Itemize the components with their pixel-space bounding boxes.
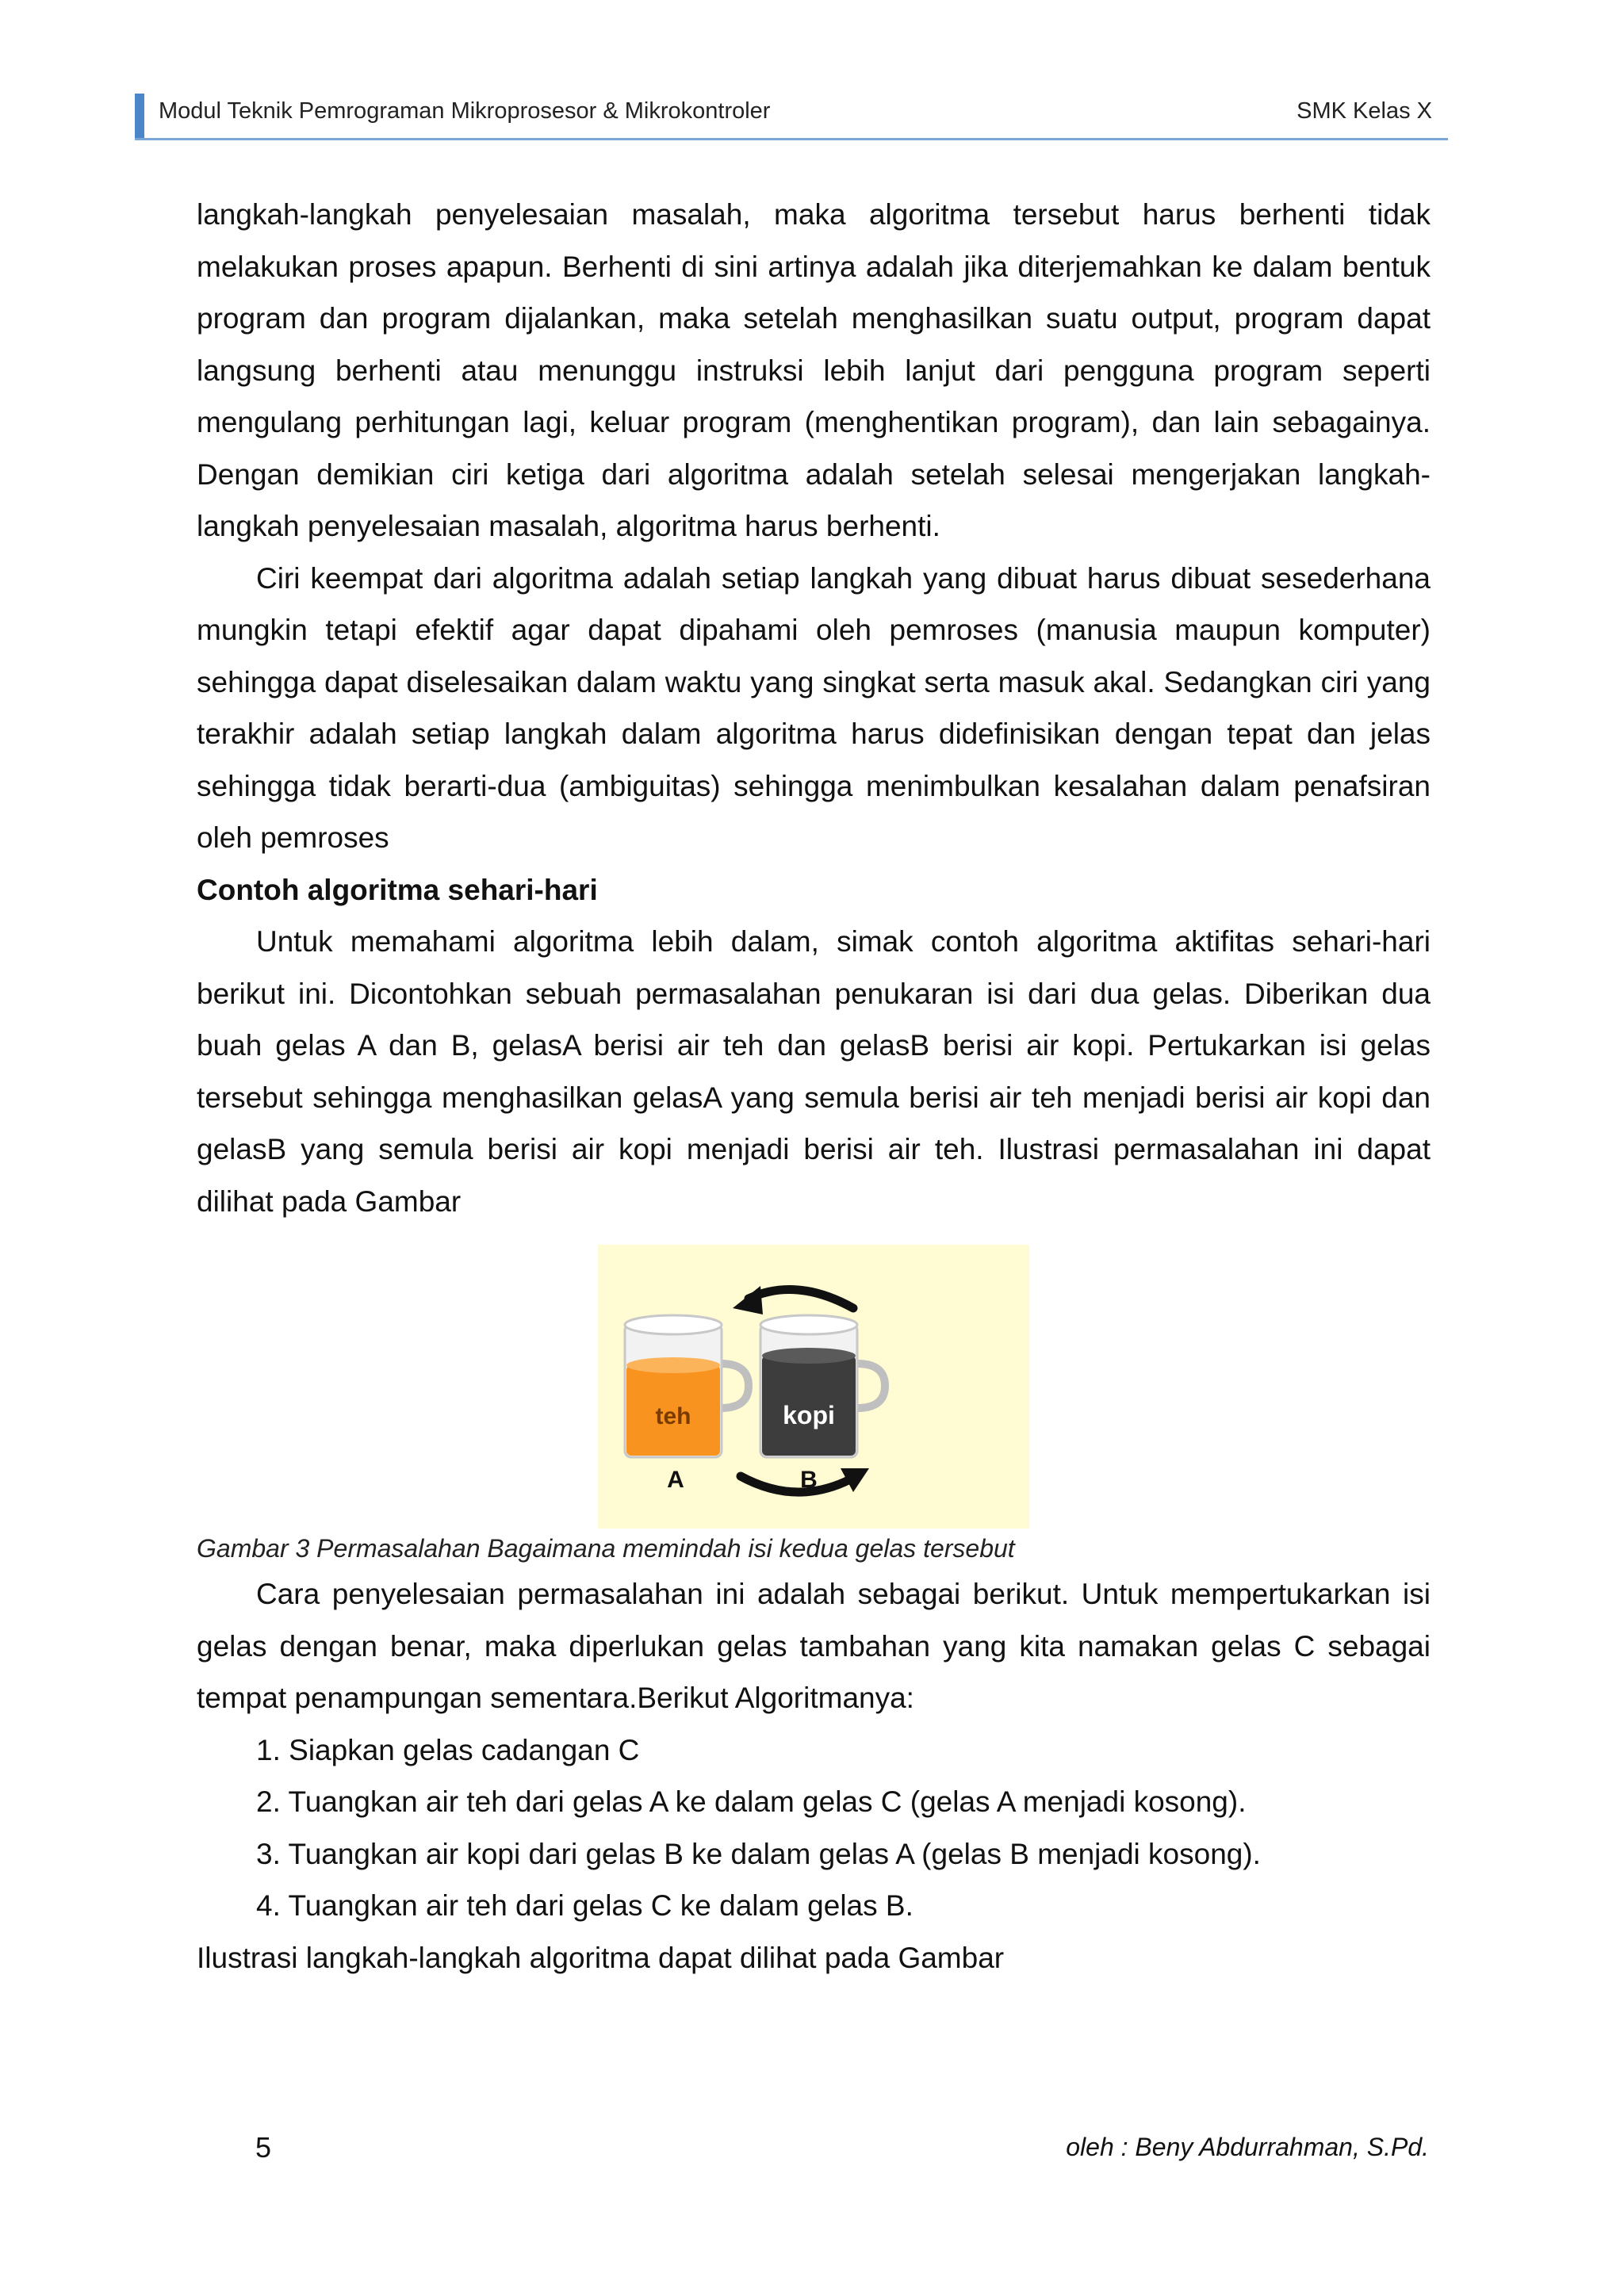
glass-b [760,1315,885,1493]
figure-caption: Gambar 3 Permasalahan Bagaimana memindah isi kedua gelas tersebut [197,1534,1015,1563]
section-heading: Contoh algoritma sehari-hari [197,873,598,906]
glass-a [625,1315,749,1493]
page-header [135,89,1448,140]
page-number: 5 [255,2131,272,2164]
glass-b-content-label: kopi [783,1401,835,1429]
module-title: Modul Teknik Pemrograman Mikroprosesor & Mikrokontroler [159,98,771,124]
list-item: 1. Siapkan gelas cadangan C [256,1733,640,1766]
paragraph-5: Ilustrasi langkah-langkah algoritma dapat dilihat pada Gambar [197,1941,1005,1974]
class-label: SMK Kelas X [1297,98,1432,124]
glass-swap-figure [598,1245,1029,1529]
paragraph-2: Ciri keempat dari algoritma adalah setiap langkah yang dibuat harus dibuat sesederhana mungkin tetapi efektif agar dapat dipahami oleh pemroses (manusia maupun komputer) sehingga dapat diselesaikan dalam waktu yang singkat serta masuk akal. Sedangkan ciri yang terakhir adalah setiap langkah dalam algoritma harus didefinisikan dengan tepat dan jelas sehingga tidak berarti-dua (ambiguitas) sehingga menimbulkan kesalahan dalam penafsiran oleh pemroses [197,561,1431,854]
glass-a-label: A [667,1467,684,1493]
header-accent-bar [135,94,144,138]
list-item: 4. Tuangkan air teh dari gelas C ke dalam gelas B. [256,1889,914,1922]
list-item: 2. Tuangkan air teh dari gelas A ke dalam gelas C (gelas A menjadi kosong). [256,1785,1247,1818]
glass-b-label: B [800,1467,818,1493]
bottom-swap-arrow [741,1476,850,1492]
top-arrow-head [733,1286,763,1314]
glass-a-content-label: teh [655,1403,691,1429]
algorithm-steps [197,1724,1431,1932]
paragraph-4: Cara penyelesaian permasalahan ini adalah sebagai berikut. Untuk mempertukarkan isi gelas dengan benar, maka diperlukan gelas tambahan yang kita namakan gelas C sebagai tempat penampungan sementara.Berikut Algoritmanya: [197,1578,1431,1714]
list-item: 3. Tuangkan air kopi dari gelas B ke dalam gelas A (gelas B menjadi kosong). [256,1837,1261,1870]
footer-author: oleh : Beny Abdurrahman, S.Pd. [1066,2133,1429,2161]
page-content [197,189,1431,1984]
paragraph-1: langkah-langkah penyelesaian masalah, maka algoritma tersebut harus berhenti tidak melakukan proses apapun. Berhenti di sini artinya adalah jika diterjemahkan ke dalam bentuk program dan program dijalankan, maka setelah menghasilkan suatu output, program dapat langsung berhenti atau menunggu instruksi lebih lanjut dari pengguna program seperti mengulang perhitungan lagi, keluar program (menghentikan program), dan lain sebagainya. Dengan demikian ciri ketiga dari algoritma adalah setelah selesai mengerjakan langkah-langkah penyelesaian masalah, algoritma harus berhenti. [197,198,1431,542]
paragraph-3: Untuk memahami algoritma lebih dalam, simak contoh algoritma aktifitas sehari-hari berikut ini. Dicontohkan sebuah permasalahan penukaran isi dari dua gelas. Diberikan dua buah gelas A dan B, gelasA berisi air teh dan gelasB berisi air kopi. Pertukarkan isi gelas tersebut sehingga menghasilkan gelasA yang semula berisi air teh menjadi berisi air kopi dan gelasB yang semula berisi air kopi menjadi berisi air teh. Ilustrasi permasalahan ini dapat dilihat pada Gambar [197,925,1431,1218]
glass-swap-illustration [598,1245,1029,1529]
top-swap-arrow [749,1289,853,1308]
